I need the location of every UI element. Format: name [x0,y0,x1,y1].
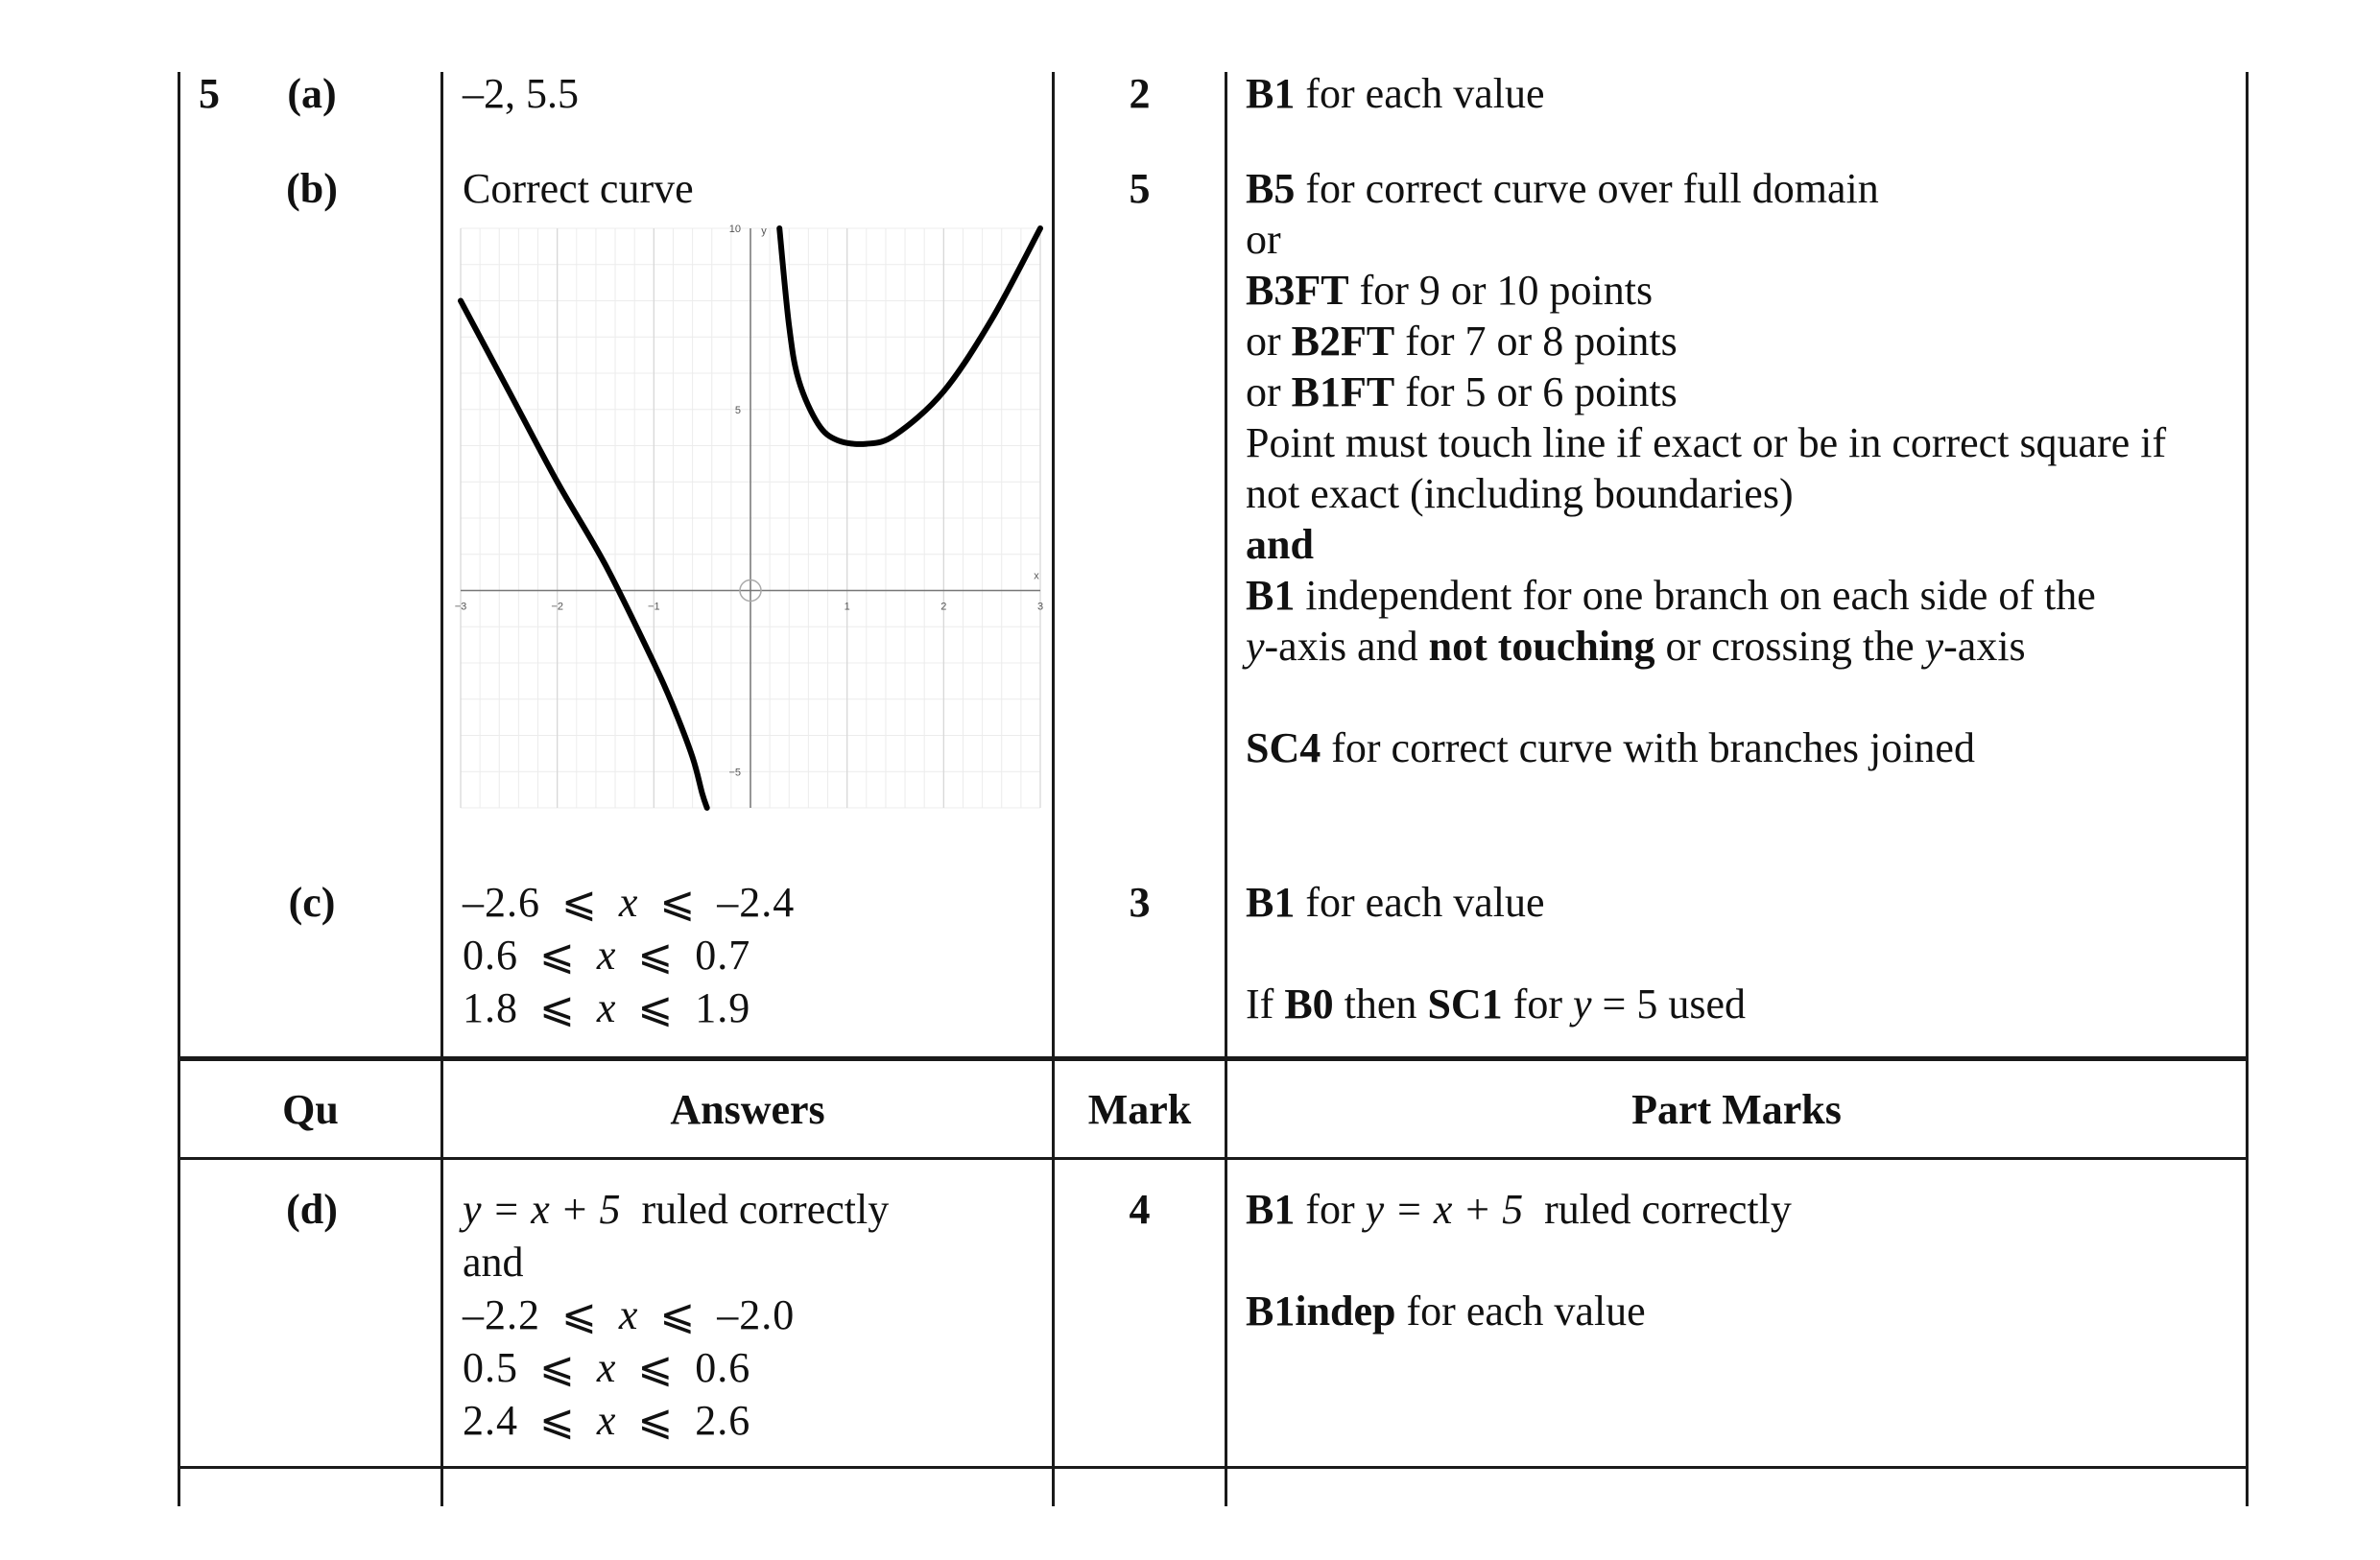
x-axis-label: x [1034,570,1039,582]
part-b-part-marks [1246,163,2166,773]
part-marks-line: B1 independent for one branch on each side of the [1246,572,2096,619]
part-marks-line: or B2FT for 7 or 8 points [1246,318,1678,365]
part-marks-line [1246,1235,1792,1286]
part-d-mark: 4 [1129,1186,1151,1233]
part-marks-line: If B0 then SC1 for y = 5 used [1246,981,1746,1028]
y-tick-label: 5 [734,404,741,416]
part-marks-line [1246,928,1746,979]
part-a-mark: 2 [1129,70,1151,117]
header-top-rule [178,1056,2246,1061]
part-c-label: (c) [288,879,336,926]
part-marks-line [1246,672,2166,722]
question-number: 5 [199,70,220,117]
part-marks-line: SC4 for correct curve with branches joined [1246,724,1975,771]
answer-line: 0.6 ⩽ x ⩽ 0.7 [463,932,751,979]
answer-line: and [463,1239,524,1286]
part-d-part-marks [1246,1184,1792,1336]
header-bottom-rule [178,1157,2246,1160]
x-tick-label: 2 [940,601,947,613]
part-marks-line: or [1246,216,1281,263]
answer-line: 2.4 ⩽ x ⩽ 2.6 [463,1397,751,1444]
answer-line: 0.5 ⩽ x ⩽ 0.6 [463,1344,751,1391]
part-marks-line: not exact (including boundaries) [1246,470,1794,517]
part-marks-line: and [1246,521,1314,568]
x-tick-label: 1 [844,601,850,613]
answer-line: 1.8 ⩽ x ⩽ 1.9 [463,984,751,1031]
part-c-part-marks [1246,877,1746,1029]
table-left-border [178,72,180,1506]
answer-line: –2.2 ⩽ x ⩽ –2.0 [463,1291,796,1338]
part-d-label: (d) [286,1186,338,1233]
part-marks-line: B1indep for each value [1246,1288,1646,1335]
y-axis-label: y [761,225,767,237]
y-tick-label: −5 [728,767,741,779]
part-marks-line: or B1FT for 5 or 6 points [1246,368,1678,415]
part-marks-line: B3FT for 9 or 10 points [1246,267,1654,314]
row-d-bottom-rule [178,1466,2246,1469]
x-tick-label: −3 [454,601,467,613]
column-divider-mark [1052,72,1055,1506]
part-marks-line: B1 for each value [1246,70,1545,117]
part-a-answer: –2, 5.5 [463,70,579,117]
header-qu: Qu [282,1086,339,1133]
part-marks-line: B5 for correct curve over full domain [1246,165,1879,212]
part-b-answer: Correct curve [463,165,694,212]
part-c-answer [463,877,795,1035]
header-answers: Answers [670,1086,825,1133]
part-b-mark: 5 [1129,165,1151,212]
part-d-answer [463,1184,889,1448]
curve-graph [453,221,1048,815]
table-right-border [2246,72,2249,1506]
header-mark: Mark [1087,1086,1192,1133]
y-tick-label: 10 [728,224,741,235]
part-marks-line: B1 for y = x + 5 ruled correctly [1246,1186,1792,1233]
header-part-marks: Part Marks [1631,1086,1842,1133]
column-divider-answers [440,72,443,1506]
x-tick-label: 3 [1036,601,1044,613]
answer-line: y = x + 5 ruled correctly [463,1186,890,1233]
part-marks-line: y-axis and not touching or crossing the y-axis [1246,623,2026,670]
answer-line: –2.6 ⩽ x ⩽ –2.4 [463,879,796,926]
part-a-label: (a) [287,70,337,117]
part-marks-line: B1 for each value [1246,879,1545,926]
part-c-mark: 3 [1129,879,1151,926]
x-tick-label: −2 [551,601,563,613]
curve-branch-right [779,228,1040,444]
part-marks-line: Point must touch line if exact or be in correct square if [1246,419,2167,466]
part-b-label: (b) [286,165,338,212]
part-a-part-marks [1246,68,1545,119]
x-tick-label: −1 [648,601,660,613]
column-divider-part-marks [1225,72,1227,1506]
